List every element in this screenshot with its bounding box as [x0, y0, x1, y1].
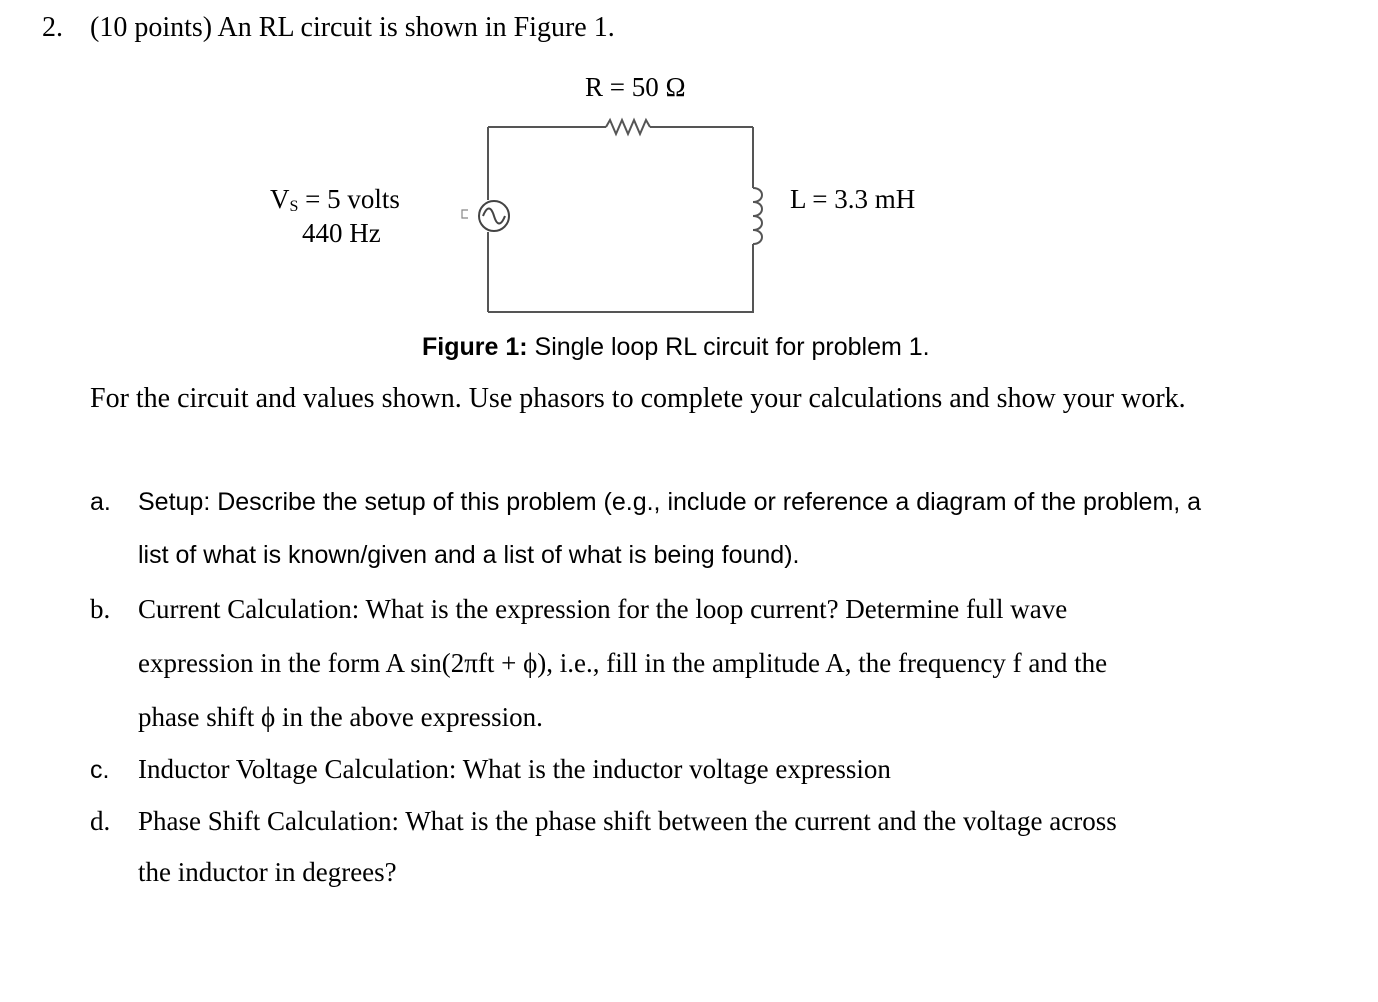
part-b-letter: b.	[90, 594, 111, 624]
part-c-letter: c.	[90, 756, 110, 784]
part-c-line-1: Inductor Voltage Calculation: What is the inductor voltage expression	[138, 754, 891, 784]
part-a-letter: a.	[90, 488, 111, 516]
ac-source-icon	[479, 201, 509, 231]
rl-circuit-diagram	[450, 110, 770, 320]
inductor-icon	[753, 188, 762, 244]
resistor-label: R = 50 Ω	[585, 72, 686, 102]
right-wire-bottom	[488, 244, 753, 312]
part-b-line-2: expression in the form A sin(2πft + ϕ), i.e., fill in the amplitude A, the frequency f and the	[138, 648, 1108, 678]
question-title: (10 points) An RL circuit is shown in Figure 1.	[90, 12, 615, 43]
part-d-line-1: Phase Shift Calculation: What is the phase shift between the current and the voltage across	[138, 806, 1117, 836]
part-b-line-1: Current Calculation: What is the expression for the loop current? Determine full wave	[138, 594, 1068, 624]
inductor-label: L = 3.3 mH	[790, 184, 916, 214]
part-a-line-2: list of what is known/given and a list of what is being found).	[138, 541, 800, 569]
figure-caption: Figure 1: Single loop RL circuit for problem 1.	[422, 333, 930, 361]
source-frequency-label: 440 Hz	[302, 218, 381, 248]
part-d-letter: d.	[90, 806, 111, 836]
part-b-line-3: phase shift ϕ in the above expression.	[138, 702, 543, 732]
part-d-line-2: the inductor in degrees?	[138, 857, 397, 887]
source-terminal-mark	[462, 210, 468, 218]
part-a-line-1: Setup: Describe the setup of this problem (e.g., include or reference a diagram of the problem, a	[138, 488, 1202, 516]
intro-paragraph: For the circuit and values shown. Use phasors to complete your calculations and show your work.	[90, 383, 1186, 414]
source-voltage-label: $V_S = 5$ volts	[270, 184, 400, 215]
question-number: 2.	[42, 12, 63, 43]
resistor-icon	[606, 120, 650, 134]
